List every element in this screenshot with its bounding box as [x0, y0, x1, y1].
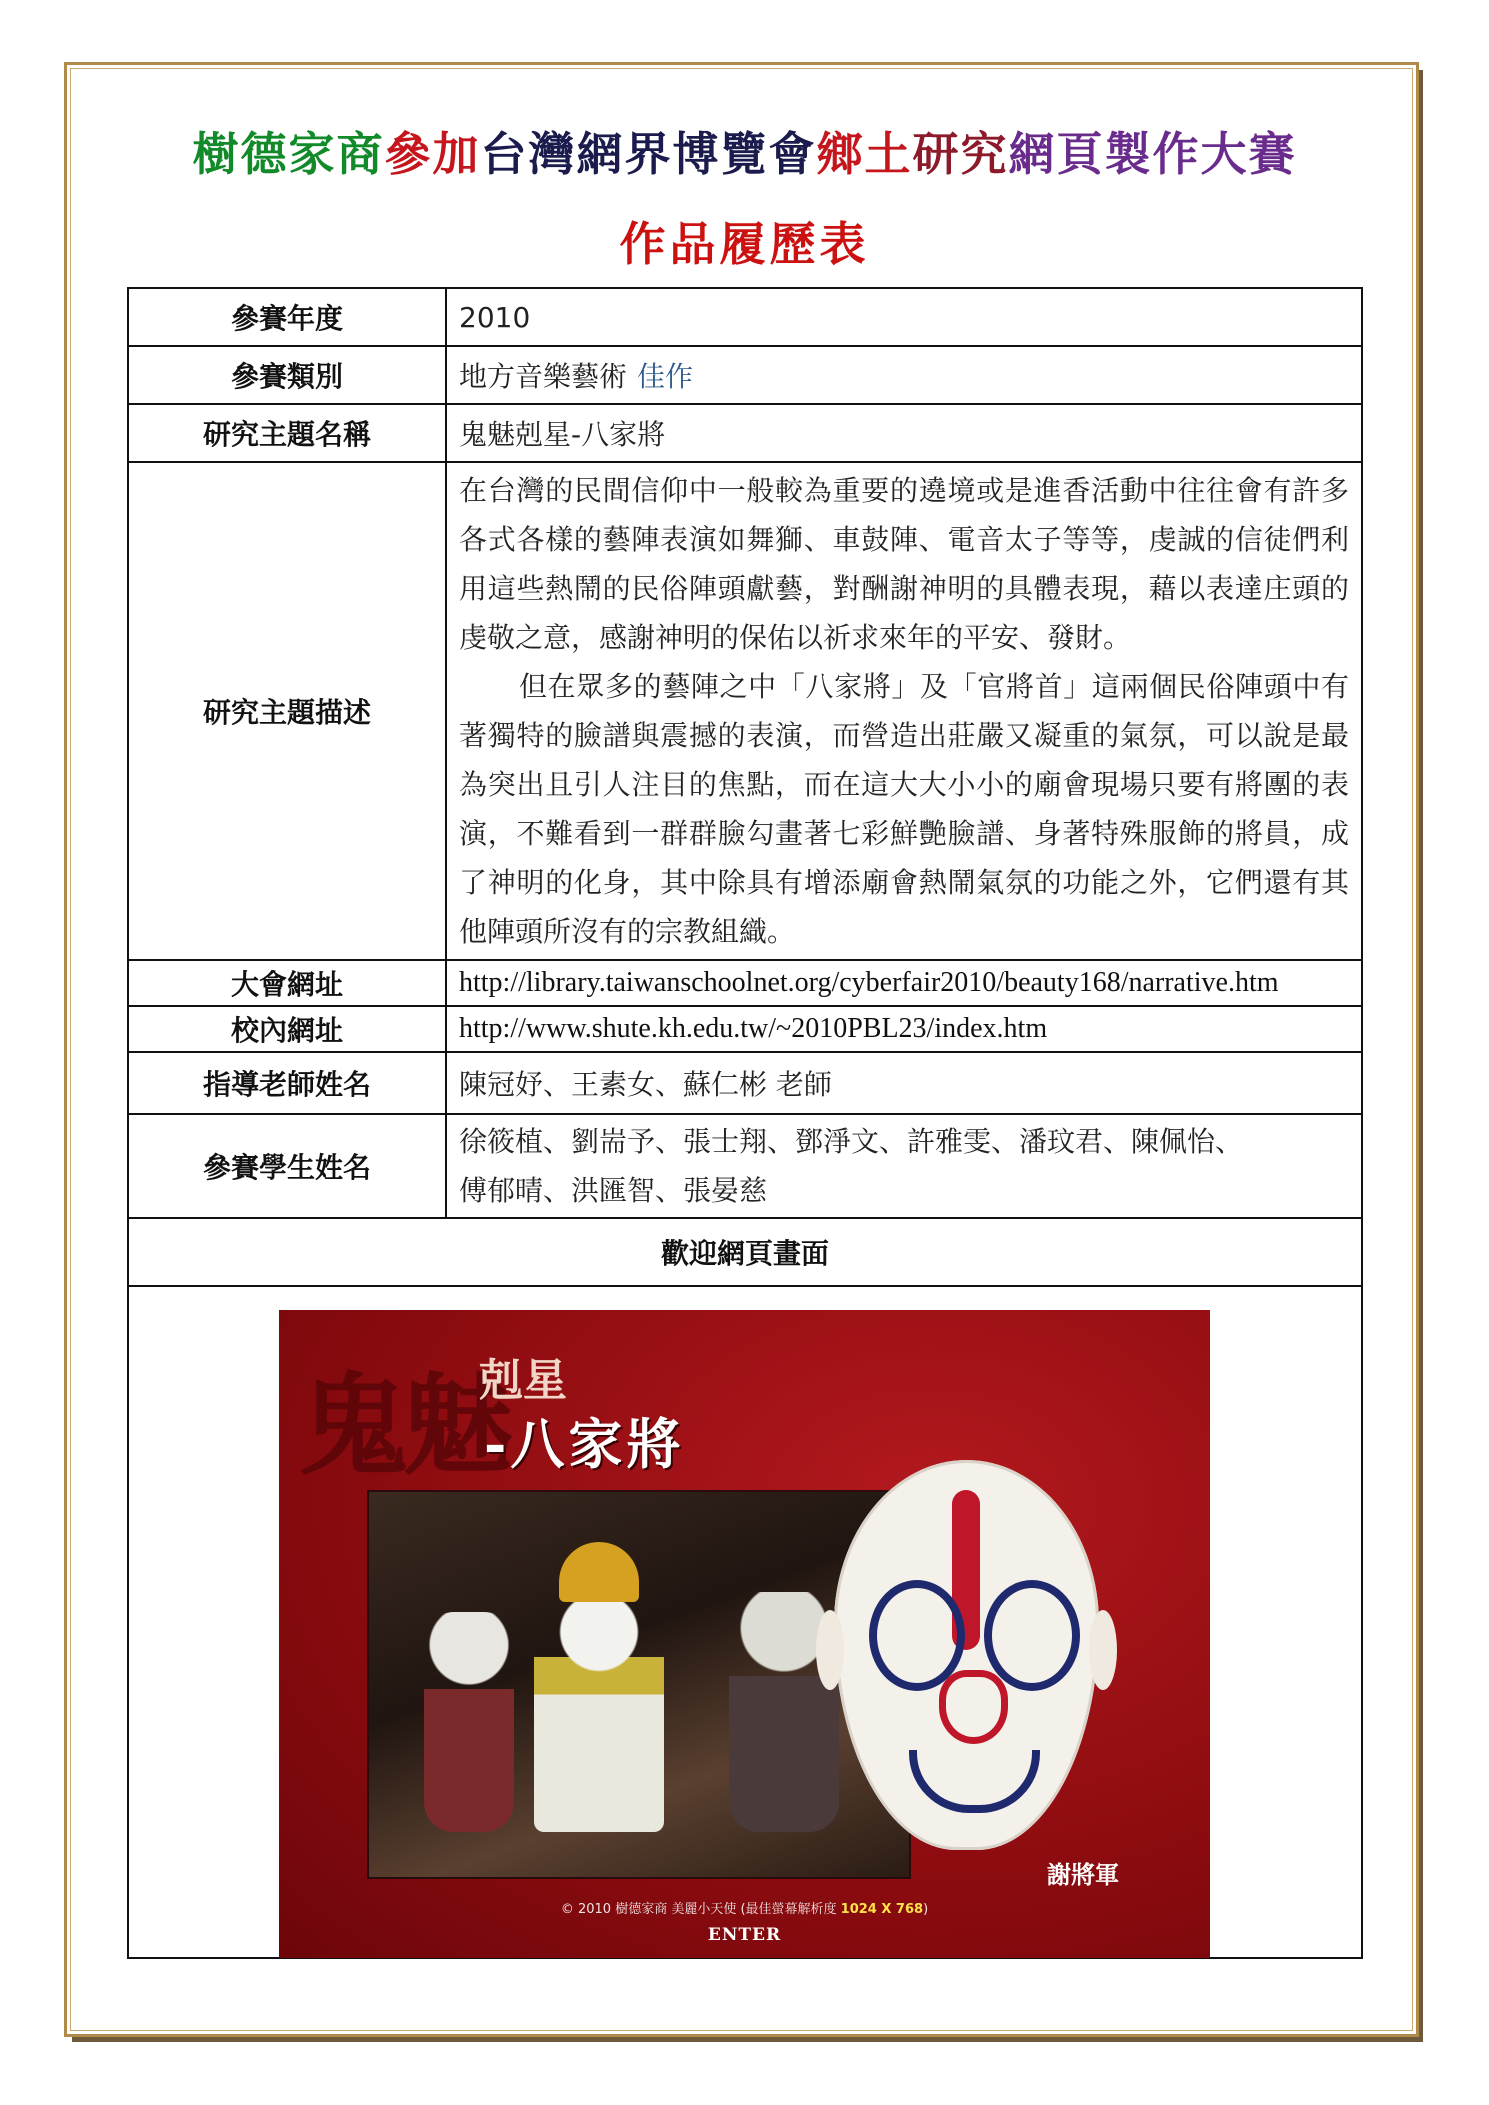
award-value: 佳作 [637, 360, 694, 393]
copyright-line [279, 1898, 1210, 1917]
category-value: 地方音樂藝術 [459, 360, 628, 393]
description-label: 研究主題描述 [128, 462, 446, 960]
category-label: 參賽類別 [128, 346, 446, 404]
performer-figure [424, 1612, 514, 1832]
resolution-text: 1024 X 768 [840, 1902, 924, 1917]
title-segment: 網頁製作大賽 [1008, 127, 1297, 181]
description-paragraph: 但在眾多的藝陣之中「八家將」及「官將首」這兩個民俗陣頭中有著獨特的臉譜與震撼的表演，而營造出莊嚴又凝重的氣氛，可以說是最為突出且引人注目的焦點，而在這大大小小的廟會現場只要有將團的表演，不難看到一群群臉勾畫著七彩鮮艷臉譜、身著特殊服飾的將員，成了神明的化身，其中除具有增添廟會熱鬧氣氛的功能之外，它們還有其他陣頭所沒有的宗教組織。 [459, 670, 1349, 948]
mask-nose [939, 1670, 1008, 1744]
table-row [128, 1006, 1362, 1052]
title-segment: 研究 [912, 127, 1009, 181]
page-title [0, 118, 1489, 184]
description-cell [446, 462, 1362, 960]
enter-button[interactable]: ENTER [707, 1925, 782, 1945]
table-row [128, 960, 1362, 1006]
school-site-label: 校內網址 [128, 1006, 446, 1052]
page-frame-shadow-right [1419, 70, 1423, 2042]
table-row [128, 462, 1362, 960]
welcome-page-screenshot [279, 1310, 1210, 1958]
welcome-label: 歡迎網頁畫面 [128, 1218, 1362, 1286]
page-frame-shadow [72, 2037, 1422, 2042]
students-label: 參賽學生姓名 [128, 1114, 446, 1218]
mask-caption: 謝將軍 [1047, 1861, 1119, 1889]
mask-mouth [909, 1750, 1040, 1813]
students-cell [446, 1114, 1362, 1218]
mask-ear [816, 1610, 844, 1690]
topic-value: 鬼魅剋星-八家將 [446, 404, 1362, 462]
site-link[interactable]: http://library.taiwanschoolnet.org/cyberfair2010/beauty168/narrative.htm [446, 960, 1362, 1006]
table-row [128, 288, 1362, 346]
table-row [128, 346, 1362, 404]
category-cell [446, 346, 1362, 404]
school-site-link[interactable]: http://www.shute.kh.edu.tw/~2010PBL23/index.htm [446, 1006, 1362, 1052]
title-segment: 參加 [384, 127, 481, 181]
students-line: 徐筱植、劉耑予、張士翔、鄧淨文、許雅雯、潘玟君、陳佩怡、 [459, 1125, 1244, 1158]
site-label: 大會網址 [128, 960, 446, 1006]
year-value: 2010 [446, 288, 1362, 346]
title-segment: 台灣網界博覽會 [480, 127, 817, 181]
crown-icon [559, 1542, 639, 1602]
title-segment: 樹德家商 [192, 127, 385, 181]
logo-small-text: 剋星 [479, 1355, 567, 1406]
copyright-text: © 2010 樹德家商 美麗小天使 (最佳螢幕解析度 [560, 1902, 837, 1917]
teachers-value: 陳冠妤、王素女、蘇仁彬 老師 [446, 1052, 1362, 1114]
table-row [128, 1218, 1362, 1286]
table-row [128, 1114, 1362, 1218]
mask-eye [984, 1580, 1080, 1691]
table-row [128, 1052, 1362, 1114]
topic-label: 研究主題名稱 [128, 404, 446, 462]
table-row [128, 404, 1362, 462]
logo-subtitle: -八家將 [484, 1412, 685, 1476]
page-subtitle: 作品履歷表 [619, 217, 870, 271]
year-label: 參賽年度 [128, 288, 446, 346]
teachers-label: 指導老師姓名 [128, 1052, 446, 1114]
title-segment: 鄉土 [816, 127, 913, 181]
logo-calligraphy: 鬼魅 [299, 1361, 507, 1490]
description-paragraph: 在台灣的民間信仰中一般較為重要的遶境或是進香活動中往往會有許多各式各樣的藝陣表演如舞獅、車鼓陣、電音太子等等，虔誠的信徒們利用這些熱鬧的民俗陣頭獻藝，對酬謝神明的具體表現，藉以表達庄頭的虔敬之意，感謝神明的保佑以祈求來年的平安、發財。 [459, 474, 1349, 654]
mask-ear [1089, 1610, 1117, 1690]
performer-figure [534, 1582, 664, 1832]
copyright-close: ) [923, 1902, 929, 1917]
students-line: 傅郁晴、洪匯智、張晏慈 [459, 1174, 768, 1207]
